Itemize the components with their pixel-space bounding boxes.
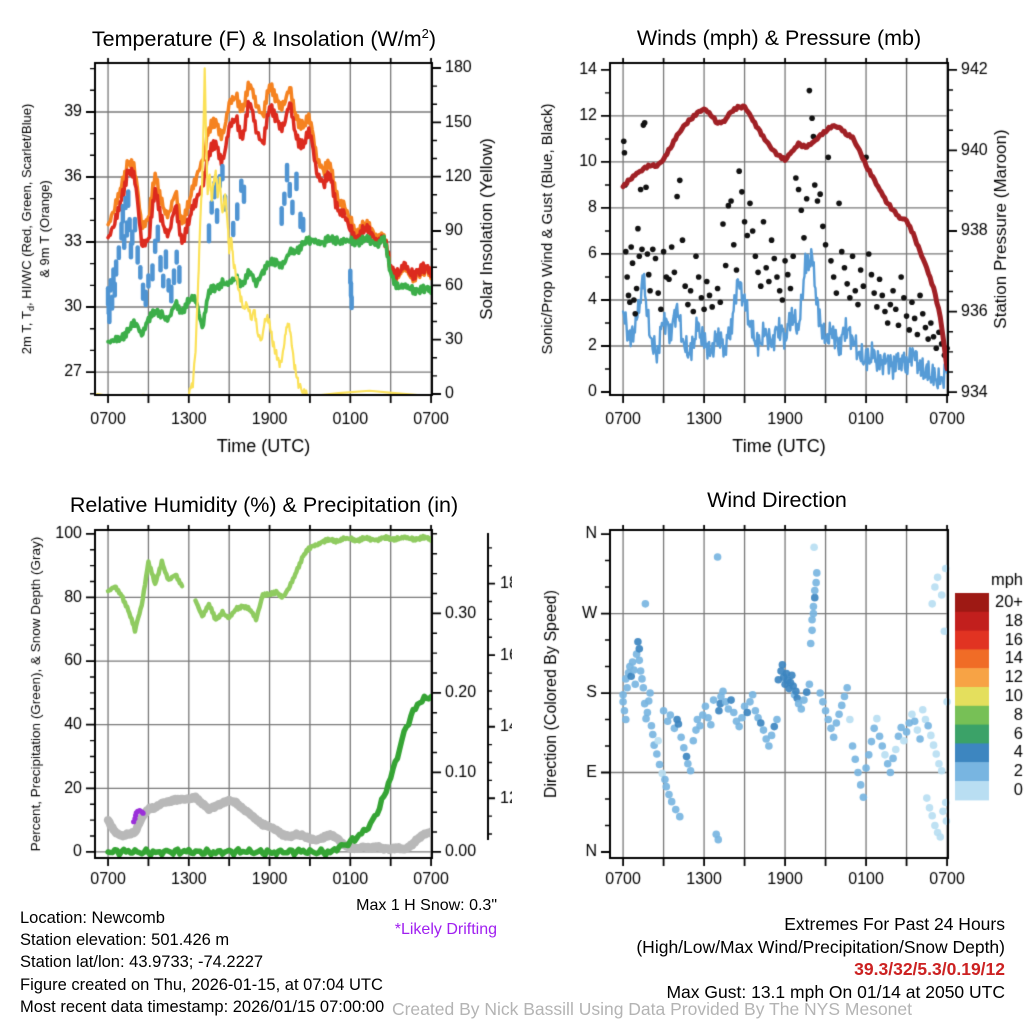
wind-direction-chart-title: Wind Direction (707, 488, 847, 512)
most-recent-data-timestamp: Most recent data timestamp: 2026/01/15 07:00:00 (20, 997, 385, 1016)
extremes-block (636, 913, 1005, 1003)
superscript-2: 2 (421, 26, 429, 41)
winds-pressure-chart (512, 0, 1024, 470)
temperature-chart-title: Temperature (F) & Insolation $(W/m^2)$ (91, 26, 437, 52)
station-latlon: Station lat/lon: 43.9733; -74.2227 (20, 953, 264, 972)
likely-drifting-note: *Likely Drifting (394, 921, 497, 938)
extremes-values: 39.3/32/5.3/0.19/12 (854, 959, 1005, 980)
wind-direction-chart (512, 470, 1024, 900)
station-location: Location: Newcomb (20, 909, 165, 927)
extremes-subtitle: (High/Low/Max Wind/Precipitation/Snow Depth) (636, 936, 1005, 957)
figure-created-timestamp: Figure created on Thu, 2026-01-15, at 07:04 UTC (20, 975, 383, 994)
humidity-precipitation-chart (0, 470, 512, 900)
max-snow-note: Max 1 H Snow: 0.3" (356, 897, 497, 914)
station-elevation: Station elevation: 501.426 m (20, 931, 230, 950)
temperature-insolation-chart (0, 0, 512, 470)
credit-line: Created By Nick Bassill Using Data Provided By The NYS Mesonet (391, 999, 913, 1019)
extremes-title: Extremes For Past 24 Hours (784, 914, 1005, 934)
winds-chart-title: Winds (mph) & Pressure (mb) (636, 26, 922, 50)
max-gust-note: Max Gust: 13.1 mph On 01/14 at 2050 UTC (666, 981, 1005, 1002)
humidity-chart-title: Relative Humidity (%) & Precipitation (in) (69, 493, 459, 517)
